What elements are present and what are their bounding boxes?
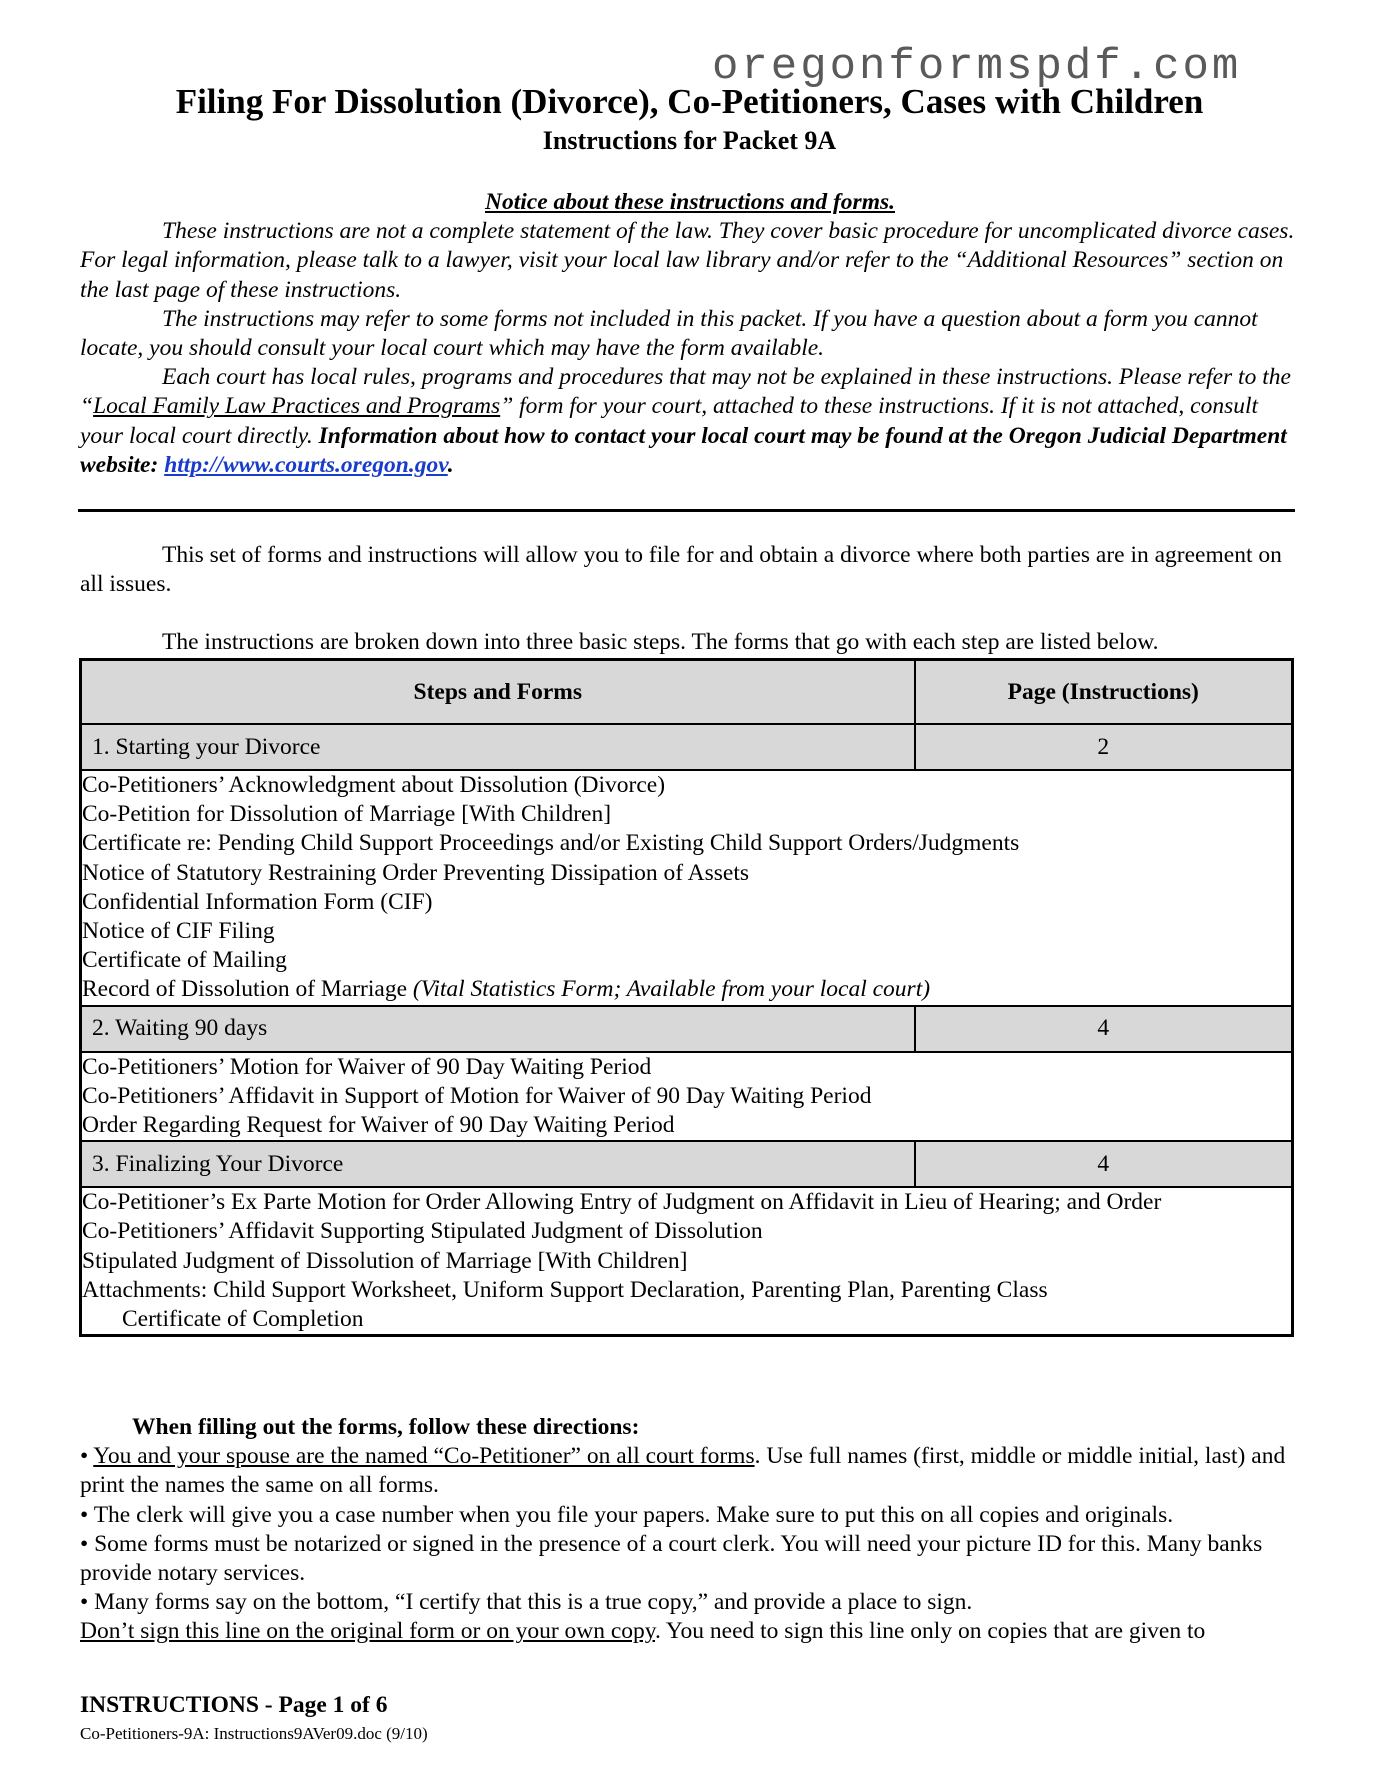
step-page: 2 [915,724,1293,770]
page-subtitle: Instructions for Packet 9A [542,126,837,155]
notice-p3-start: Each court has local rules, programs and procedures that may not be explained in these instructions. Please refer to the “ [80,364,1291,420]
notice-p3-end: . [447,451,454,478]
step-row-2 [81,1006,1293,1052]
directions-section [80,1413,1300,1647]
step-name: 2. Waiting 90 days [81,1006,915,1052]
form-item: Co-Petitioners’ Affidavit in Support of Motion for Waiver of 90 Day Waiting Period [82,1082,872,1109]
footer-document-id: Co-Petitioners-9A: Instructions9AVer09.doc (9/10) [80,1724,428,1743]
form-item: Order Regarding Request for Waiver of 90 Day Waiting Period [82,1112,675,1139]
form-item: Notice of Statutory Restraining Order Preventing Dissipation of Assets [82,859,750,886]
header-steps-and-forms: Steps and Forms [81,660,915,725]
step-name: 1. Starting your Divorce [81,724,915,770]
form-item: Co-Petitioner’s Ex Parte Motion for Order Allowing Entry of Judgment on Affidavit in Lieu of Hearing; and Order [82,1189,1162,1216]
direction-line-5 [80,1617,1300,1646]
step-row-3 [81,1141,1293,1187]
form-item: Co-Petition for Dissolution of Marriage [With Children] [82,801,612,828]
direction-bullet-3 [80,1530,1300,1588]
step-page: 4 [915,1006,1293,1052]
bullet-icon: • [80,1501,89,1528]
forms-list [81,1187,1293,1336]
courts-website-link[interactable]: http://www.courts.oregon.gov [164,451,448,478]
step-name: 3. Finalizing Your Divorce [81,1141,915,1187]
form-item: Co-Petitioners’ Acknowledgment about Dissolution (Divorce) [82,772,666,798]
form-item: Co-Petitioners’ Motion for Waiver of 90 Day Waiting Period [82,1053,652,1080]
form-item-note: (Vital Statistics Form; Available from your local court) [412,976,931,1003]
form-item: Confidential Information Form (CIF) [82,888,433,915]
forms-row-2 [81,1052,1293,1142]
intro-section [80,541,1300,658]
watermark: oregonformspdf.com [712,42,1242,92]
direction-2-text: The clerk will give you a case number when you file your papers. Make sure to put this on all copies and originals. [93,1501,1174,1528]
form-item: Notice of CIF Filing [82,918,275,945]
form-item: Co-Petitioners’ Affidavit Supporting Stipulated Judgment of Dissolution [82,1218,763,1245]
form-item [82,975,1291,1004]
bullet-icon: • [80,1443,89,1470]
intro-paragraph-2: The instructions are broken down into three basic steps. The forms that go with each step are listed below. [162,629,1159,656]
bullet-icon: • [80,1530,89,1557]
direction-5-rest: . You need to sign this line only on copies that are given to [655,1618,1206,1645]
notice-p3-mid: ” form for your court, attached to these instructions. If it is not attached, consult your local court directly. [80,393,1259,449]
footer-page-label: INSTRUCTIONS - Page 1 of 6 [80,1692,388,1718]
step-page: 4 [915,1141,1293,1187]
direction-1-underlined: You and your spouse are the named “Co-Petitioner” on all court forms [93,1443,755,1470]
direction-1-rest: . Use full names (first, middle or middle initial, last) and print the names the same on all forms. [80,1443,1286,1499]
table-header-row [81,660,1293,725]
page-title: Filing For Dissolution (Divorce), Co-Petitioners, Cases with Children [175,82,1204,121]
direction-bullet-4 [80,1588,1300,1617]
form-item: Stipulated Judgment of Dissolution of Marriage [With Children] [82,1247,688,1274]
direction-bullet-1 [80,1442,1300,1500]
forms-list [81,1052,1293,1142]
horizontal-divider [78,509,1295,512]
notice-section [80,188,1300,480]
header-page-instructions: Page (Instructions) [915,660,1293,725]
direction-5-underlined: Don’t sign this line on the original form or on your own copy [80,1618,656,1645]
local-practices-link-text: Local Family Law Practices and Programs [93,393,501,420]
step-row-1 [81,724,1293,770]
forms-row-3 [81,1187,1293,1336]
intro-paragraph-1: This set of forms and instructions will allow you to file for and obtain a divorce where both parties are in agreement on all issues. [80,542,1282,598]
notice-paragraph-3 [80,363,1300,480]
form-item: Certificate re: Pending Child Support Proceedings and/or Existing Child Support Orders/Judgments [82,830,1020,857]
form-item: Attachments: Child Support Worksheet, Uniform Support Declaration, Parenting Plan, Parenting Class [82,1276,1048,1303]
forms-row-1 [81,770,1293,1006]
form-item-text: Record of Dissolution of Marriage [82,976,413,1003]
forms-list [81,770,1293,1006]
notice-paragraph-1: These instructions are not a complete statement of the law. They cover basic procedure for uncomplicated divorce cases. For legal information, please talk to a lawyer, visit your local law library and/or refer to the “Additional Resources” section on the last page of these instructions. [80,218,1295,303]
form-item-continuation: Certificate of Completion [122,1306,364,1333]
notice-paragraph-2: The instructions may refer to some forms not included in this packet. If you have a question about a form you cannot locate, you should consult your local court which may have the form available. [80,305,1258,362]
direction-4-text: Many forms say on the bottom, “I certify that this is a true copy,” and provide a place to sign. [94,1589,973,1616]
direction-3-text: Some forms must be notarized or signed in the presence of a court clerk. You will need your picture ID for this. Many banks provide notary services. [80,1530,1263,1587]
steps-table [79,658,1294,1337]
form-item: Certificate of Mailing [82,947,287,974]
notice-p3-bold: Information about how to contact your local court may be found at the Oregon Judicial Department website: [80,422,1287,478]
bullet-icon: • [80,1589,89,1616]
directions-heading: When filling out the forms, follow these directions: [132,1414,640,1440]
direction-bullet-2 [80,1501,1300,1530]
notice-heading: Notice about these instructions and forms. [485,189,895,215]
